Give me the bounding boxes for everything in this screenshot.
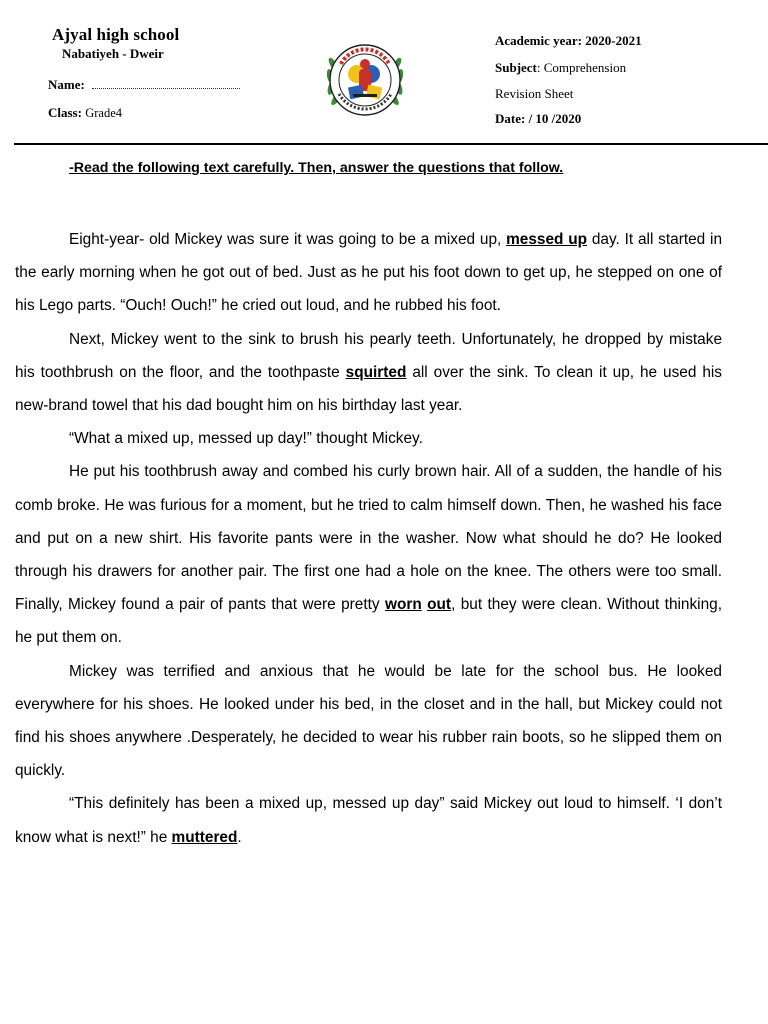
subject-label: Subject	[495, 60, 537, 75]
school-emblem-icon	[323, 24, 407, 128]
passage-text: He put his toothbrush away and combed his curly brown hair. All of a sudden, the handle of his comb broke. He was furious for a moment, but he tried to calm himself down. Then, he washed his face and put on a new shirt. His favorite pants were in the washer. Now what should he do? He looked through his drawers for another pair. The first one had a hole on the knee. The others were too small. Finally, Mickey found a pair of pants that were pretty	[15, 463, 722, 614]
class-row	[48, 105, 122, 121]
passage-paragraph	[15, 655, 722, 788]
name-label: Name:	[48, 77, 85, 92]
passage-paragraph	[15, 323, 722, 423]
passage-text: Eight-year- old Mickey was sure it was going to be a mixed up,	[69, 231, 507, 248]
academic-year: Academic year: 2020-2021	[495, 33, 642, 48]
vocabulary-word: out	[427, 596, 452, 614]
vocabulary-word: squirted	[345, 363, 407, 381]
school-name: Ajyal high school	[52, 25, 180, 44]
vocabulary-word: messed up	[506, 231, 588, 248]
vocabulary-word: worn	[384, 596, 422, 614]
date-row: Date: / 10 /2020	[495, 111, 582, 126]
subject-value: : Comprehension	[536, 60, 627, 75]
passage-paragraph	[15, 787, 722, 853]
header-divider	[14, 143, 768, 145]
passage-text: Mickey was terrified and anxious that he would be late for the school bus. He looked everywhere for his shoes. He looked under his bed, in the closet and in the hall, but Mickey could not find his shoes anywhere .Desperately, he decided to wear his rubber rain boots, so he slipped them on quickly.	[15, 662, 722, 780]
passage-paragraph	[15, 455, 722, 654]
vocabulary-word: muttered	[171, 828, 238, 846]
class-value: Grade4	[85, 106, 122, 120]
passage-text: , but they were clean. Without thinking, he put them on.	[15, 596, 722, 647]
instruction: -Read the following text carefully. Then, answer the questions that follow.	[69, 160, 564, 176]
name-row	[48, 77, 240, 93]
school-location: Nabatiyeh - Dweir	[62, 46, 164, 61]
reading-passage	[15, 223, 722, 854]
passage-text: .	[237, 828, 242, 846]
passage-text: all over the sink. To clean it up, he used his new-brand towel that his dad bought him on his birthday last year.	[15, 363, 722, 415]
name-blank[interactable]	[92, 87, 240, 89]
sheet-title: Revision Sheet	[495, 86, 574, 101]
class-label: Class:	[48, 105, 82, 120]
passage-text: day. It all started in the early morning when he got out of bed. Just as he put his foot down to get up, he stepped on one of his Lego parts. “Ouch! Ouch!” he cried out loud, and he rubbed his foot.	[15, 231, 723, 315]
passage-text: “What a mixed up, messed up day!” thought Mickey.	[69, 430, 423, 448]
passage-text: “This definitely has been a mixed up, messed up day” said Mickey out loud to himself. ‘I don’t know what is next!” he	[15, 795, 722, 846]
passage-paragraph	[15, 422, 722, 455]
passage-paragraph	[15, 223, 722, 323]
passage-text: Next, Mickey went to the sink to brush his pearly teeth. Unfortunately, he dropped by mistake his toothbrush on the floor, and the toothpaste	[15, 330, 722, 381]
subject-row	[495, 60, 626, 76]
